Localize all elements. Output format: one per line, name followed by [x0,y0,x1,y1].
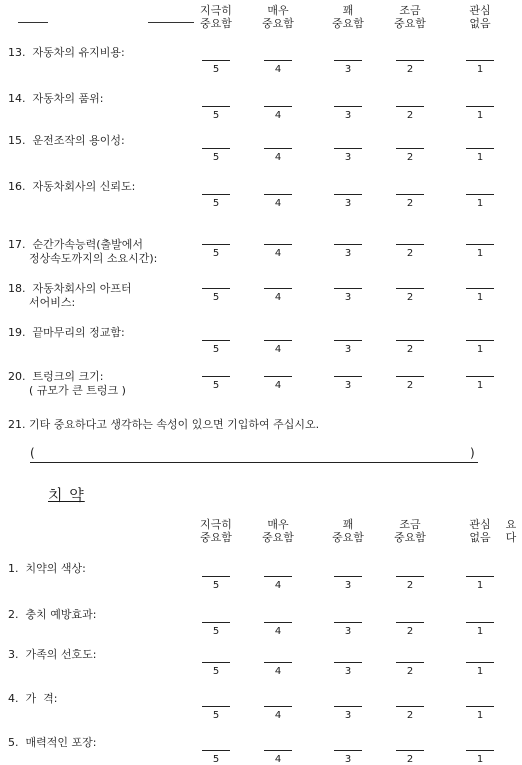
rating-value: 3 [344,292,352,303]
answer-blank[interactable] [202,706,230,707]
rating-option-2[interactable] [396,194,424,209]
question-17: 17. 순간가속능력(출발에서 정상속도까지의 소요시간): [8,238,158,265]
rating-value: 4 [274,626,282,637]
answer-blank[interactable] [334,60,362,61]
answer-blank[interactable] [202,148,230,149]
rating-value: 5 [212,248,220,259]
rating-value: 5 [212,110,220,121]
scale-header-3: 꽤 중요함 [332,518,364,544]
question-18: 18. 자동차회사의 아프터 서어비스: [8,282,132,309]
rating-value: 2 [406,754,414,765]
rating-option-2[interactable] [396,376,424,391]
rating-option-2[interactable] [396,148,424,163]
rating-value: 4 [274,710,282,721]
rating-option-2[interactable] [396,576,424,591]
rating-value: 3 [344,248,352,259]
scale-header-4: 매우 중요함 [262,518,294,544]
question-3: 3. 가족의 선호도: [8,648,97,661]
answer-blank[interactable] [466,194,494,195]
rating-option-4[interactable] [264,750,292,765]
rating-value: 1 [476,666,484,677]
rating-option-5[interactable] [202,662,230,677]
answer-blank[interactable] [396,60,424,61]
question-20: 20. 트렁크의 크기: ( 규모가 큰 트렁크 ) [8,370,126,397]
answer-blank[interactable] [334,376,362,377]
answer-blank[interactable] [264,288,292,289]
answer-blank[interactable] [466,662,494,663]
answer-blank[interactable] [466,622,494,623]
rating-value: 5 [212,580,220,591]
paren-close: ) [470,446,475,460]
rating-option-2[interactable] [396,106,424,121]
scale-header-5: 지극히 중요함 [200,4,232,30]
rating-option-1[interactable] [466,60,494,75]
rating-option-5[interactable] [202,148,230,163]
answer-blank[interactable] [396,376,424,377]
rating-value: 2 [406,344,414,355]
rating-option-3[interactable] [334,106,362,121]
rating-value: 2 [406,248,414,259]
rating-option-4[interactable] [264,340,292,355]
answer-blank[interactable] [202,106,230,107]
rating-value: 1 [476,110,484,121]
rating-value: 1 [476,710,484,721]
rating-value: 3 [344,64,352,75]
answer-blank[interactable] [264,340,292,341]
answer-blank[interactable] [466,750,494,751]
rating-option-3[interactable] [334,148,362,163]
answer-blank[interactable] [334,106,362,107]
rating-value: 2 [406,626,414,637]
rating-option-3[interactable] [334,194,362,209]
rating-option-3[interactable] [334,750,362,765]
answer-blank[interactable] [202,622,230,623]
rating-value: 1 [476,754,484,765]
rating-value: 3 [344,198,352,209]
rating-value: 2 [406,666,414,677]
rating-option-2[interactable] [396,706,424,721]
rating-value: 1 [476,580,484,591]
answer-blank[interactable] [466,376,494,377]
rating-option-4[interactable] [264,288,292,303]
rating-option-5[interactable] [202,244,230,259]
answer-blank[interactable] [264,750,292,751]
rating-value: 4 [274,64,282,75]
rating-value: 4 [274,344,282,355]
rating-value: 2 [406,110,414,121]
answer-blank[interactable] [396,706,424,707]
answer-blank[interactable] [466,576,494,577]
rating-option-5[interactable] [202,340,230,355]
rating-option-3[interactable] [334,706,362,721]
answer-blank[interactable] [264,106,292,107]
rating-option-5[interactable] [202,60,230,75]
rating-option-2[interactable] [396,60,424,75]
rating-value: 1 [476,198,484,209]
rating-value: 4 [274,580,282,591]
rating-option-4[interactable] [264,376,292,391]
rating-value: 5 [212,292,220,303]
rating-value: 5 [212,666,220,677]
rating-option-1[interactable] [466,194,494,209]
question-19: 19. 끝마무리의 정교함: [8,326,125,339]
answer-blank[interactable] [264,194,292,195]
rating-option-1[interactable] [466,706,494,721]
rating-value: 2 [406,380,414,391]
rating-value: 4 [274,198,282,209]
answer-blank[interactable] [334,244,362,245]
rating-value: 5 [212,64,220,75]
answer-blank[interactable] [202,576,230,577]
answer-blank[interactable] [334,340,362,341]
rating-option-4[interactable] [264,106,292,121]
rating-option-3[interactable] [334,60,362,75]
section2-title: 치 약 [48,486,85,504]
rating-value: 1 [476,380,484,391]
rating-value: 3 [344,110,352,121]
question-13: 13. 자동차의 유지비용: [8,46,125,59]
rating-option-5[interactable] [202,288,230,303]
rating-value: 5 [212,754,220,765]
answer-blank[interactable] [264,60,292,61]
answer-blank[interactable] [334,288,362,289]
scale-header-2: 조금 중요함 [394,518,426,544]
rating-option-2[interactable] [396,244,424,259]
answer-blank[interactable] [264,576,292,577]
rating-option-4[interactable] [264,576,292,591]
rating-value: 2 [406,152,414,163]
rating-value: 4 [274,292,282,303]
answer-blank[interactable] [334,622,362,623]
answer-blank[interactable] [334,706,362,707]
rating-value: 4 [274,666,282,677]
answer-blank[interactable] [466,706,494,707]
answer-blank[interactable] [396,662,424,663]
answer-blank[interactable] [202,340,230,341]
rating-value: 4 [274,380,282,391]
rating-value: 1 [476,248,484,259]
question-4: 4. 가 격: [8,692,58,705]
rating-option-3[interactable] [334,376,362,391]
rating-value: 3 [344,666,352,677]
scale-header-3: 꽤 중요함 [332,4,364,30]
answer-blank[interactable] [334,148,362,149]
rating-option-4[interactable] [264,148,292,163]
rating-option-1[interactable] [466,106,494,121]
rating-option-3[interactable] [334,244,362,259]
answer-blank[interactable] [264,376,292,377]
rating-option-2[interactable] [396,622,424,637]
question-14: 14. 자동차의 품위: [8,92,104,105]
question-1: 1. 치약의 색상: [8,562,86,575]
answer-blank[interactable] [334,576,362,577]
rating-option-3[interactable] [334,340,362,355]
answer-blank[interactable] [264,662,292,663]
rating-value: 2 [406,198,414,209]
rating-value: 3 [344,580,352,591]
scale-header-1: 관심 없음 [469,4,491,30]
answer-blank[interactable] [396,106,424,107]
rating-option-5[interactable] [202,194,230,209]
answer-blank[interactable] [466,244,494,245]
rating-option-4[interactable] [264,622,292,637]
rating-option-5[interactable] [202,106,230,121]
rating-value: 5 [212,710,220,721]
answer-blank[interactable] [396,622,424,623]
rating-option-5[interactable] [202,576,230,591]
free-text-answer-line[interactable] [30,448,478,463]
answer-blank[interactable] [202,662,230,663]
rating-value: 1 [476,626,484,637]
scale-header-suffix: 요 다 [505,518,517,544]
answer-blank[interactable] [334,194,362,195]
rating-option-1[interactable] [466,662,494,677]
rating-value: 5 [212,152,220,163]
rating-option-1[interactable] [466,750,494,765]
rating-value: 3 [344,710,352,721]
answer-blank[interactable] [202,194,230,195]
answer-blank[interactable] [466,288,494,289]
rating-option-3[interactable] [334,662,362,677]
rating-option-4[interactable] [264,194,292,209]
rating-value: 3 [344,152,352,163]
answer-blank[interactable] [264,706,292,707]
answer-blank[interactable] [466,148,494,149]
scan-artifact [18,22,48,23]
rating-option-3[interactable] [334,622,362,637]
rating-value: 3 [344,626,352,637]
rating-option-1[interactable] [466,288,494,303]
answer-blank[interactable] [334,662,362,663]
rating-option-3[interactable] [334,576,362,591]
answer-blank[interactable] [264,244,292,245]
rating-option-5[interactable] [202,622,230,637]
rating-option-1[interactable] [466,576,494,591]
answer-blank[interactable] [202,376,230,377]
rating-option-4[interactable] [264,706,292,721]
rating-value: 1 [476,64,484,75]
answer-blank[interactable] [202,288,230,289]
rating-option-4[interactable] [264,60,292,75]
answer-blank[interactable] [334,750,362,751]
answer-blank[interactable] [396,576,424,577]
answer-blank[interactable] [466,60,494,61]
rating-value: 2 [406,64,414,75]
rating-option-1[interactable] [466,340,494,355]
rating-option-4[interactable] [264,244,292,259]
question-5: 5. 매력적인 포장: [8,736,97,749]
rating-option-5[interactable] [202,750,230,765]
rating-value: 3 [344,754,352,765]
question-2: 2. 충치 예방효과: [8,608,97,621]
rating-option-2[interactable] [396,340,424,355]
rating-value: 3 [344,344,352,355]
answer-blank[interactable] [264,148,292,149]
rating-option-2[interactable] [396,662,424,677]
rating-option-1[interactable] [466,622,494,637]
answer-blank[interactable] [396,148,424,149]
answer-blank[interactable] [466,340,494,341]
paren-open: ( [30,446,35,460]
scale-header-1: 관심 없음 [469,518,491,544]
rating-value: 4 [274,248,282,259]
scan-artifact [148,22,194,23]
rating-value: 2 [406,710,414,721]
scale-header-5: 지극히 중요함 [200,518,232,544]
question-21: 21. 기타 중요하다고 생각하는 속성이 있으면 기입하여 주십시오. [8,418,320,431]
rating-option-4[interactable] [264,662,292,677]
answer-blank[interactable] [396,244,424,245]
rating-option-1[interactable] [466,244,494,259]
question-15: 15. 운전조작의 용이성: [8,134,125,147]
answer-blank[interactable] [466,106,494,107]
rating-option-2[interactable] [396,288,424,303]
answer-blank[interactable] [396,194,424,195]
rating-option-1[interactable] [466,376,494,391]
scale-header-4: 매우 중요함 [262,4,294,30]
rating-value: 1 [476,292,484,303]
rating-value: 1 [476,152,484,163]
rating-value: 2 [406,580,414,591]
rating-option-2[interactable] [396,750,424,765]
rating-option-1[interactable] [466,148,494,163]
rating-option-5[interactable] [202,376,230,391]
question-16: 16. 자동차회사의 신뢰도: [8,180,136,193]
rating-value: 3 [344,380,352,391]
answer-blank[interactable] [396,340,424,341]
answer-blank[interactable] [202,750,230,751]
answer-blank[interactable] [202,60,230,61]
scale-header-2: 조금 중요함 [394,4,426,30]
rating-value: 4 [274,754,282,765]
answer-blank[interactable] [264,622,292,623]
answer-blank[interactable] [202,244,230,245]
rating-option-5[interactable] [202,706,230,721]
answer-blank[interactable] [396,750,424,751]
answer-blank[interactable] [396,288,424,289]
rating-value: 5 [212,380,220,391]
rating-value: 4 [274,110,282,121]
rating-value: 5 [212,344,220,355]
rating-value: 1 [476,344,484,355]
rating-value: 4 [274,152,282,163]
rating-option-3[interactable] [334,288,362,303]
rating-value: 5 [212,198,220,209]
rating-value: 5 [212,626,220,637]
rating-value: 2 [406,292,414,303]
